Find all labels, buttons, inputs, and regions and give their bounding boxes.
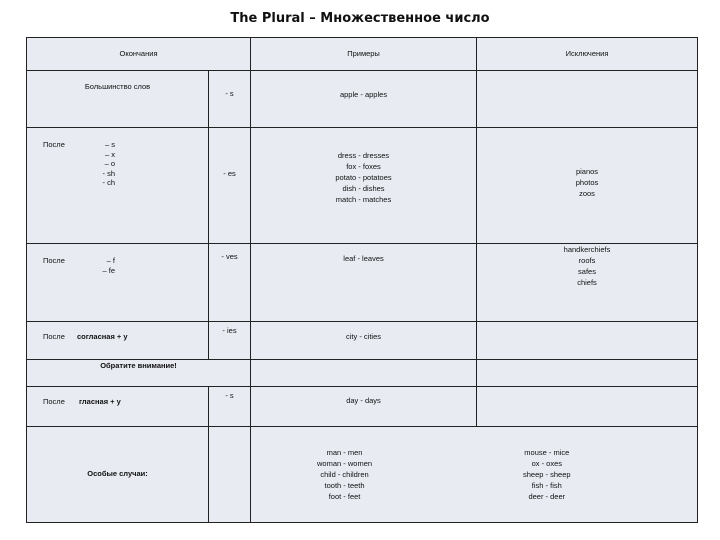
special-example: woman - women bbox=[317, 459, 373, 468]
vowel-y-condition: гласная + y bbox=[78, 397, 121, 406]
majority-example-cell bbox=[251, 71, 477, 128]
es-example: match - matches bbox=[335, 195, 392, 204]
special-example: child - children bbox=[320, 470, 369, 479]
table-row-note bbox=[27, 360, 698, 387]
special-example: mouse - mice bbox=[524, 448, 570, 457]
ies-suffix-cell bbox=[209, 322, 251, 360]
ves-example-cell bbox=[251, 244, 477, 322]
special-example: fish - fish bbox=[531, 481, 562, 490]
majority-example: apple - apples bbox=[339, 90, 388, 99]
es-ending: – x bbox=[104, 149, 115, 159]
es-ending: – o bbox=[104, 159, 115, 168]
special-example: sheep - sheep bbox=[523, 470, 571, 479]
ies-label-cell bbox=[27, 322, 209, 360]
special-label-cell bbox=[27, 427, 209, 523]
es-ending: – s bbox=[104, 140, 115, 149]
es-examples-cell bbox=[251, 128, 477, 244]
es-exceptions-list bbox=[477, 166, 697, 199]
ies-example: city - cities bbox=[346, 332, 382, 341]
ies-example-cell bbox=[251, 322, 477, 360]
es-exceptions-cell bbox=[477, 128, 698, 244]
ves-exception: safes bbox=[578, 267, 596, 276]
es-example: potato - potatoes bbox=[335, 173, 392, 182]
special-examples-cell bbox=[251, 427, 698, 523]
es-examples-list bbox=[251, 150, 476, 205]
ies-condition: согласная + y bbox=[76, 332, 128, 341]
ves-ending: – f bbox=[106, 256, 115, 265]
plural-rules-table bbox=[26, 37, 698, 523]
majority-label: Большинство слов bbox=[84, 82, 151, 91]
table-header-row bbox=[27, 38, 698, 71]
special-left-list bbox=[317, 447, 372, 502]
es-exception: photos bbox=[575, 178, 599, 187]
ves-exception: chiefs bbox=[577, 278, 597, 287]
note-label: Обратите внимание! bbox=[100, 361, 177, 370]
majority-suffix: - s bbox=[225, 89, 234, 98]
es-ending: - ch bbox=[102, 178, 115, 187]
es-example: dress - dresses bbox=[337, 151, 390, 160]
es-suffix: - es bbox=[223, 169, 236, 178]
ves-endings-list bbox=[91, 256, 115, 275]
header-examples-label: Примеры bbox=[347, 48, 380, 58]
ves-exception: handkerchiefs bbox=[563, 245, 611, 254]
table-row-es bbox=[27, 128, 698, 244]
header-endings bbox=[27, 38, 251, 71]
ves-exception: roofs bbox=[578, 256, 596, 265]
special-example: ox - oxes bbox=[531, 459, 562, 468]
special-example: man - men bbox=[326, 448, 363, 457]
es-exception: zoos bbox=[579, 189, 595, 198]
es-label-cell bbox=[27, 128, 209, 244]
special-examples bbox=[251, 427, 697, 521]
special-example: deer - deer bbox=[528, 492, 566, 501]
note-exception-cell bbox=[477, 360, 698, 387]
special-right-list bbox=[523, 447, 571, 502]
es-suffix-cell bbox=[209, 128, 251, 244]
ves-suffix: - ves bbox=[221, 252, 238, 261]
table-row-majority bbox=[27, 71, 698, 128]
ves-ending: – fe bbox=[102, 265, 115, 275]
ves-label-cell bbox=[27, 244, 209, 322]
majority-suffix-cell bbox=[209, 71, 251, 128]
vowel-y-suffix-cell bbox=[209, 387, 251, 427]
table-row-special bbox=[27, 427, 698, 523]
note-example-cell bbox=[251, 360, 477, 387]
ves-exceptions-cell bbox=[477, 244, 698, 322]
special-example: foot - feet bbox=[328, 492, 361, 501]
ves-example: leaf - leaves bbox=[343, 254, 384, 263]
header-exceptions-label: Исключения bbox=[565, 48, 609, 58]
special-suffix-cell bbox=[209, 427, 251, 523]
table-row-ves bbox=[27, 244, 698, 322]
es-exception: pianos bbox=[575, 167, 599, 176]
page-title: The Plural – Множественное число bbox=[230, 11, 490, 26]
ves-exceptions-list bbox=[477, 244, 697, 288]
table-row-vowel-y bbox=[27, 387, 698, 427]
ies-suffix: - ies bbox=[222, 326, 237, 335]
vowel-y-label-cell bbox=[27, 387, 209, 427]
vowel-y-suffix: - s bbox=[225, 391, 234, 400]
special-example: tooth - teeth bbox=[324, 481, 365, 490]
majority-exception-cell bbox=[477, 71, 698, 128]
ies-after-label: После bbox=[43, 332, 65, 341]
header-endings-label: Окончания bbox=[119, 48, 158, 58]
vowel-y-example-cell bbox=[251, 387, 477, 427]
note-cell bbox=[27, 360, 251, 387]
vowel-y-after-label: После bbox=[43, 397, 65, 406]
special-label: Особые случаи: bbox=[87, 469, 148, 479]
header-examples bbox=[251, 38, 477, 71]
vowel-y-example: day - days bbox=[346, 396, 381, 405]
vowel-y-exception-cell bbox=[477, 387, 698, 427]
es-example: fox - foxes bbox=[346, 162, 381, 171]
ves-after-label: После bbox=[43, 256, 65, 265]
ves-suffix-cell bbox=[209, 244, 251, 322]
header-exceptions bbox=[477, 38, 698, 71]
es-endings-list bbox=[91, 140, 115, 188]
es-after-label: После bbox=[43, 140, 65, 149]
majority-label-cell bbox=[27, 71, 209, 128]
es-ending: - sh bbox=[102, 168, 115, 178]
es-example: dish - dishes bbox=[342, 184, 385, 193]
ies-exception-cell bbox=[477, 322, 698, 360]
table-row-ies bbox=[27, 322, 698, 360]
